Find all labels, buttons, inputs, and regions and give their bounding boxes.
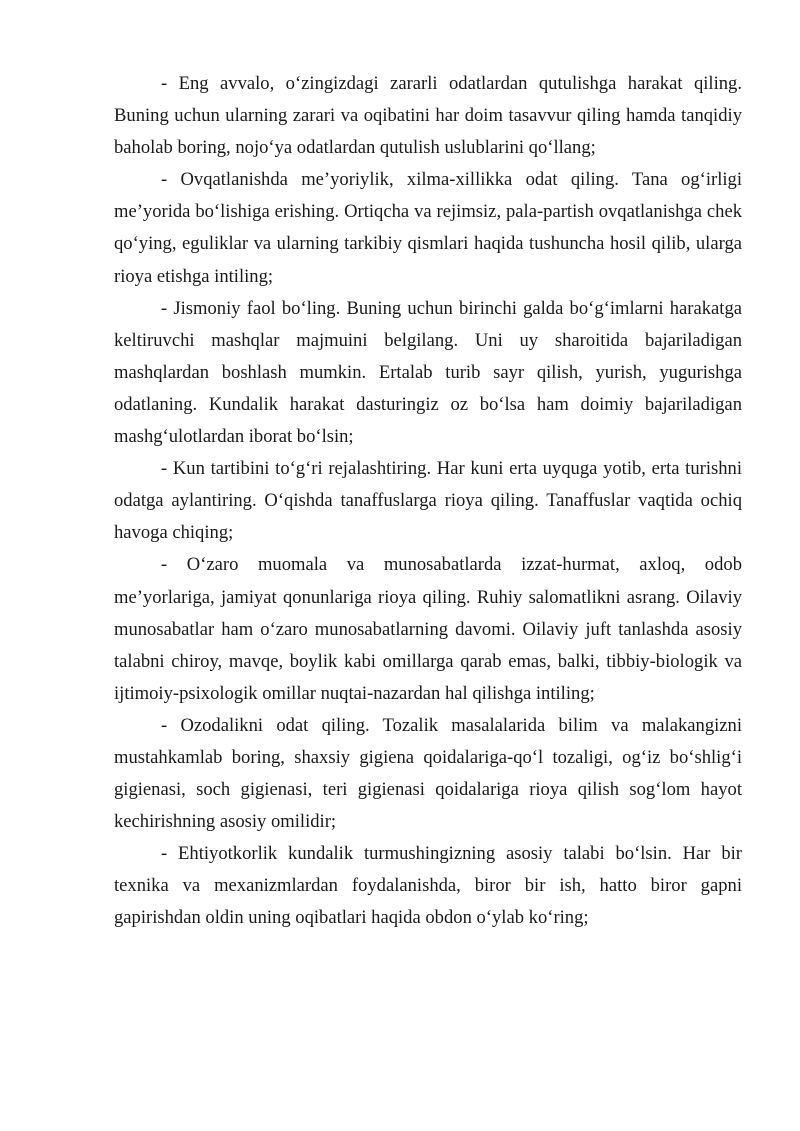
document-page [114, 68, 742, 935]
paragraph-daily-schedule: - Kun tartibini to‘g‘ri rejalashtiring. Har kuni erta uyquga yotib, erta turishni odatga aylantiring. O‘qishda tanaffuslarga rioya qiling. Tanaffuslar vaqtida ochiq havoga chiqing; [114, 458, 742, 544]
paragraph-bad-habits: - Eng avvalo, o‘zingizdagi zararli odatlardan qutulishga harakat qiling. Buning uchun ularning zarari va oqibatini har doim tasavvur qiling hamda tanqidiy baholab boring, nojo‘ya odatlardan qutulish uslublarini qo‘llang; [114, 73, 742, 159]
paragraph-caution: - Ehtiyotkorlik kundalik turmushingizning asosiy talabi bo‘lsin. Har bir texnika va mexanizmlardan foydalanishda, biror bir ish, hatto biror gapni gapirishdan oldin uning oqibatlari haqida obdon o‘ylab ko‘ring; [114, 843, 742, 929]
paragraph-relationships: - O‘zaro muomala va munosabatlarda izzat-hurmat, axloq, odob me’yorlariga, jamiyat qonunlariga rioya qiling. Ruhiy salomatlikni asrang. Oilaviy munosabatlar ham o‘zaro munosabatlarning davomi. Oilaviy juft tanlashda asosiy talabni chiroy, mavqe, boylik kabi omillarga qarab emas, balki, tibbiy-biologik va ijtimoiy-psixologik omillar nuqtai-nazardan hal qilishga intiling; [114, 554, 742, 704]
paragraph-hygiene: - Ozodalikni odat qiling. Tozalik masalalarida bilim va malakangizni mustahkamlab boring, shaxsiy gigiena qoidalariga-qo‘l tozaligi, og‘iz bo‘shlig‘i gigienasi, soch gigienasi, teri gigienasi qoidalariga rioya qilish sog‘lom hayot kechirishning asosiy omilidir; [114, 714, 742, 833]
paragraph-nutrition: - Ovqatlanishda me’yoriylik, xilma-xillikka odat qiling. Tana og‘irligi me’yorida bo‘lishiga erishing. Ortiqcha va rejimsiz, pala-partish ovqatlanishga chek qo‘ying, eguliklar va ularning tarkibiy qismlari haqida tushuncha hosil qilib, ularga rioya etishga intiling; [114, 169, 742, 287]
paragraph-physical-activity: - Jismoniy faol bo‘ling. Buning uchun birinchi galda bo‘g‘imlarni harakatga keltiruvchi mashqlar majmuini belgilang. Uni uy sharoitida bajariladigan mashqlardan boshlash mumkin. Ertalab turib sayr qilish, yurish, yugurishga odatlaning. Kundalik harakat dasturingiz oz bo‘lsa ham doimiy bajariladigan mashg‘ulotlardan iborat bo‘lsin; [114, 297, 742, 448]
